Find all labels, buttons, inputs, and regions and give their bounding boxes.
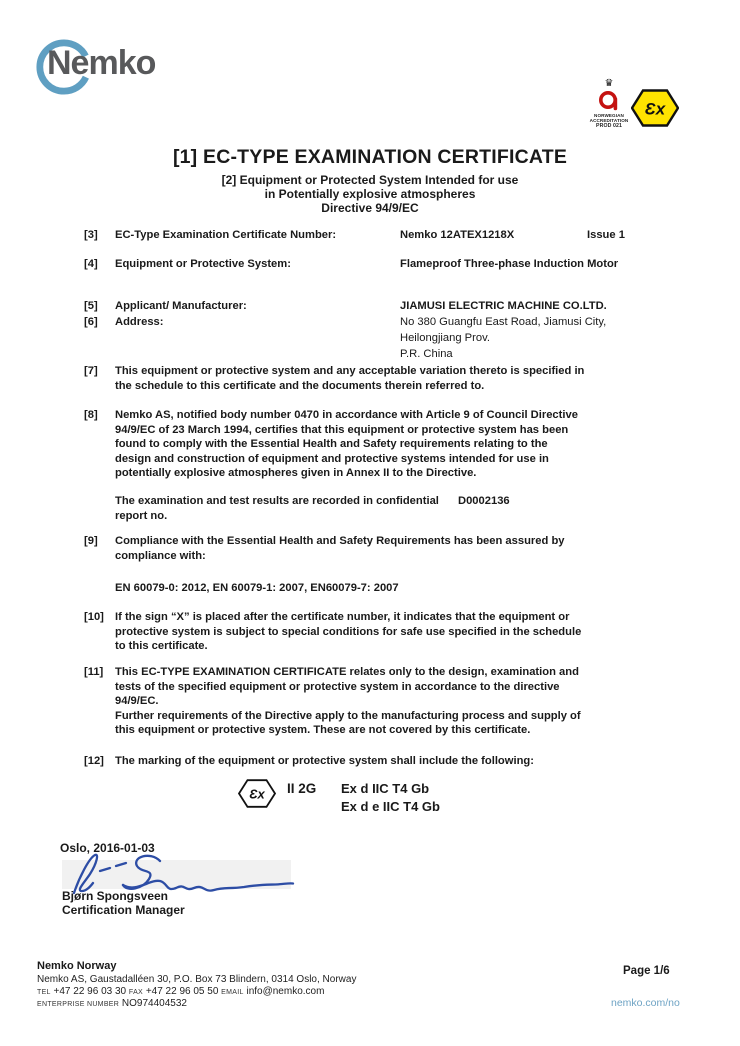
norwegian-accreditation-mark (586, 79, 632, 129)
item-6-ref: [6] (84, 316, 98, 328)
accreditation-line2: ACCREDITATION (589, 118, 629, 124)
item-7-ref: [7] (84, 365, 98, 377)
ex-marking-glyph: Ɛx (249, 786, 265, 802)
accreditation-line3: PROD 021 (596, 122, 622, 129)
email-label: EMAIL (221, 989, 244, 996)
footer-enterprise (37, 998, 187, 1009)
subtitle-line2: in Potentially explosive atmospheres (264, 187, 476, 202)
item-3-ref: [3] (84, 229, 98, 241)
issue-number: Issue 1 (587, 229, 625, 241)
item-10-text: If the sign “X” is placed after the certificate number, it indicates that the equipment or protective system is subject to special conditions for safe use specified in the schedule to this certificate. (115, 611, 582, 653)
item-9-text: Compliance with the Essential Health and Safety Requirements has been assured by compliance with: (115, 535, 565, 562)
standards-list: EN 60079-0: 2012, EN 60079-1: 2007, EN60079-7: 2007 (115, 582, 399, 594)
nemko-logo (35, 37, 215, 97)
manufacturer-address: No 380 Guangfu East Road, Jiamusi City, Heilongjiang Prov. P.R. China (400, 316, 607, 360)
atex-ex-icon (631, 89, 679, 127)
title-block (0, 146, 740, 216)
accreditation-label (586, 113, 632, 129)
certificate-subtitle (0, 173, 740, 216)
item-5-label: Applicant/ Manufacturer: (115, 300, 247, 312)
tel-number: +47 22 96 03 30 (53, 986, 127, 997)
enterprise-label: ENTERPRISE NUMBER (37, 1001, 120, 1008)
item-3-label: EC-Type Examination Certificate Number: (115, 229, 337, 241)
report-number: D0002136 (458, 495, 510, 507)
fax-number: +47 22 96 05 50 (145, 986, 219, 997)
manufacturer-name: JIAMUSI ELECTRIC MACHINE CO.LTD. (400, 300, 607, 312)
item-6-label: Address: (115, 316, 164, 328)
item-7-text: This equipment or protective system and any acceptable variation thereto is specified in the schedule to this certificate and the documents therein referred to. (115, 365, 585, 392)
certificate-number: Nemko 12ATEX1218X (400, 229, 515, 241)
place-and-date: Oslo, 2016-01-03 (60, 841, 155, 855)
atex-ex-glyph: Ɛx (644, 99, 666, 119)
subtitle-line3: Directive 94/9/EC (321, 201, 419, 216)
subtitle-line1: [2] Equipment or Protected System Intended for use (221, 173, 519, 187)
marking-code-2: Ex d e IIC T4 Gb (341, 798, 440, 814)
nemko-logo-text: Nemko (47, 44, 156, 82)
item-5-ref: [5] (84, 300, 98, 312)
item-12-ref: [12] (84, 755, 104, 767)
page-number: Page 1/6 (623, 965, 670, 977)
accreditation-line1: NORWEGIAN (594, 113, 624, 118)
item-4-ref: [4] (84, 258, 98, 270)
certificate-title: [1] EC-TYPE EXAMINATION CERTIFICATE (172, 146, 568, 168)
item-8-ref: [8] (84, 409, 98, 421)
report-text: The examination and test results are recorded in confidential report no. (115, 495, 439, 522)
marking-group: II 2G (287, 781, 317, 796)
item-8-text: Nemko AS, notified body number 0470 in accordance with Article 9 of Council Directive 94/9/EC of 23 March 1994, certifies that this equipment or protective system has been found to comply with the Essential Health and Safety requirements relating to the design and construction of equipment and protective systems intended for use in potentially explosive atmospheres given in Annex II to the Directive. (115, 409, 578, 480)
signatory-name: Bjørn Spongsveen (62, 889, 169, 903)
email-address: info@nemko.com (246, 986, 325, 997)
enterprise-number: NO974404532 (121, 998, 187, 1009)
ex-marking-icon (238, 779, 276, 808)
crown-icon: ♛ (604, 78, 614, 89)
item-11-text: This EC-TYPE EXAMINATION CERTIFICATE relates only to the design, examination and tests of the specified equipment or protective system in accordance to the directive 94/9/EC. Further requirements of the Directive apply to the manufacturing process and supply of this equipment or protective system. These are not covered by this certificate. (115, 666, 581, 737)
item-4-label: Equipment or Protective System: (115, 258, 291, 270)
equipment-name: Flameproof Three-phase Induction Motor (400, 258, 619, 270)
item-9-ref: [9] (84, 535, 98, 547)
marking-code-1: Ex d IIC T4 Gb (341, 781, 430, 796)
signatory-role: Certification Manager (62, 903, 185, 917)
footer-contact (37, 986, 324, 997)
item-11-ref: [11] (84, 666, 104, 678)
footer-company: Nemko Norway (37, 960, 117, 972)
fax-label: FAX (128, 989, 144, 996)
marking-codes (341, 780, 440, 815)
accreditation-a-icon (597, 89, 621, 112)
item-10-ref: [10] (84, 611, 104, 623)
footer-address: Nemko AS, Gaustadalléen 30, P.O. Box 73 Blindern, 0314 Oslo, Norway (37, 974, 357, 985)
item-12-text: The marking of the equipment or protective system shall include the following: (115, 755, 534, 767)
tel-label: TEL (37, 989, 51, 996)
website-link[interactable]: nemko.com/no (611, 997, 680, 1009)
